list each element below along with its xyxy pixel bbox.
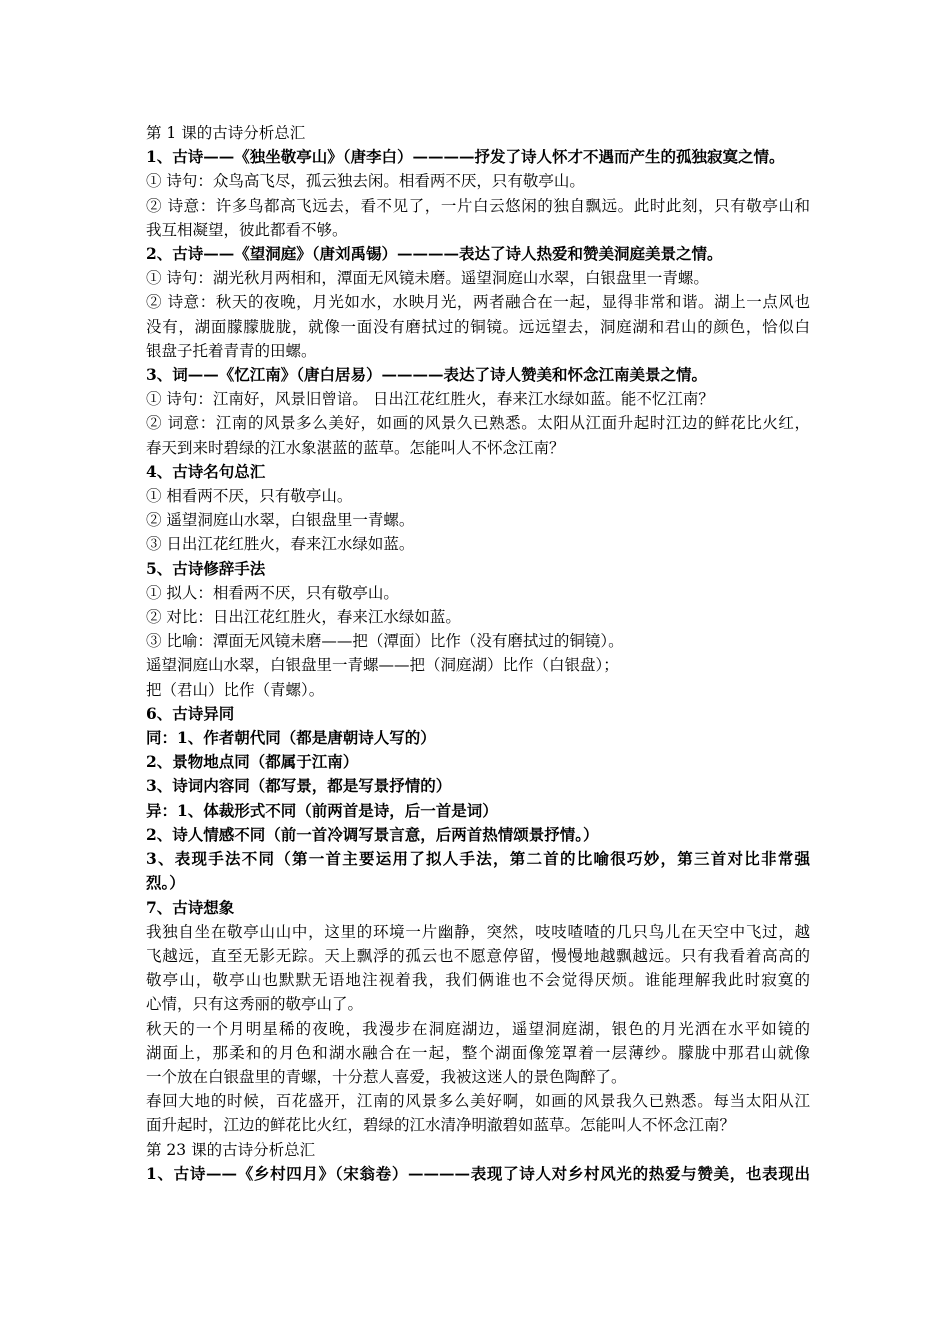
text-line: 春回大地的时候，百花盛开，江南的风景多么美好啊，如画的风景我久已熟悉。每当太阳从江	[146, 1092, 810, 1111]
text-line: ② 词意：江南的风景多么美好，如画的风景久已熟悉。太阳从江面升起时江边的鲜花比火红，	[146, 414, 810, 433]
text-line: 秋天的一个月明星稀的夜晚，我漫步在洞庭湖边，遥望洞庭湖，银色的月光洒在水平如镜的	[146, 1019, 810, 1038]
text-line: 3、词——《忆江南》（唐白居易）————表达了诗人赞美和怀念江南美景之情。	[146, 365, 708, 385]
text-line: 第 23 课的古诗分析总汇	[146, 1140, 316, 1159]
text-line: ③ 日出江花红胜火，春来江水绿如蓝。	[146, 535, 415, 554]
text-line: ② 诗意：许多鸟都高飞远去，看不见了，一片白云悠闲的独自飘远。此时此刻，只有敬亭山和	[146, 196, 810, 215]
document-body	[146, 121, 810, 1186]
text-line: 把（君山）比作（青螺）。	[146, 680, 325, 699]
text-line: 1、古诗——《独坐敬亭山》（唐李白）————抒发了诗人怀才不遇而产生的孤独寂寞之情。	[146, 147, 785, 167]
text-line: 同：1、作者朝代同（都是唐朝诗人写的）	[146, 728, 436, 748]
text-line: 6、古诗异同	[146, 703, 235, 723]
text-line: 2、景物地点同（都属于江南）	[146, 752, 359, 772]
text-line: 敬亭山，敬亭山也默默无语地注视着我，我们俩谁也不会觉得厌烦。谁能理解我此时寂寞的	[146, 971, 810, 990]
text-line: ① 拟人：相看两不厌，只有敬亭山。	[146, 583, 399, 602]
text-line: ① 诗句：江南好，风景旧曾谙。 日出江花红胜火，春来江水绿如蓝。能不忆江南？	[146, 390, 714, 409]
text-line: 面升起时，江边的鲜花比火红，碧绿的江水清净明澈碧如蓝草。怎能叫人不怀念江南？	[146, 1116, 736, 1135]
text-line: ② 对比：日出江花红胜火，春来江水绿如蓝。	[146, 608, 461, 627]
text-line: 异：1、体裁形式不同（前两首是诗，后一首是词）	[146, 800, 498, 820]
text-line: 没有，湖面朦朦胧胧，就像一面没有磨拭过的铜镜。远远望去，洞庭湖和君山的颜色，恰似白	[146, 317, 810, 336]
text-line: 烈。）	[146, 873, 185, 893]
text-line: 春天到来时碧绿的江水象湛蓝的蓝草。怎能叫人不怀念江南？	[146, 438, 565, 457]
text-line: 2、诗人情感不同（前一首冷调写景言意，后两首热情颂景抒情。）	[146, 824, 599, 844]
text-line: ① 诗句：众鸟高飞尽，孤云独去闲。相看两不厌，只有敬亭山。	[146, 172, 585, 191]
text-line: 1、古诗——《乡村四月》（宋翁卷）————表现了诗人对乡村风光的热爱与赞美，也表现出	[146, 1163, 810, 1183]
text-line: 飞越远，直至无影无踪。天上飘浮的孤云也不愿意停留，慢慢地越飘越远。只有我看着高高的	[146, 946, 810, 965]
text-line: 湖面上，那柔和的月色和湖水融合在一起，整个湖面像笼罩着一层薄纱。朦胧中那君山就像	[146, 1043, 810, 1062]
text-line: 遥望洞庭山水翠，白银盘里一青螺——把（洞庭湖）比作（白银盘）；	[146, 656, 619, 675]
text-line: 我独自坐在敬亭山山中，这里的环境一片幽静，突然，吱吱喳喳的几只鸟儿在天空中飞过，越	[146, 922, 810, 941]
text-line: 第 1 课的古诗分析总汇	[146, 124, 306, 142]
text-line: 3、表现手法不同（第一首主要运用了拟人手法，第二首的比喻很巧妙，第三首对比非常强	[146, 849, 810, 869]
text-line: 银盘子托着青青的田螺。	[146, 341, 317, 360]
text-line: 7、古诗想象	[146, 897, 235, 917]
text-line: ② 诗意：秋天的夜晚，月光如水，水映月光，两者融合在一起，显得非常和谐。湖上一点风也	[146, 293, 810, 312]
text-line: ② 遥望洞庭山水翠，白银盘里一青螺。	[146, 511, 415, 530]
text-line: ① 诗句：湖光秋月两相和，潭面无风镜未磨。遥望洞庭山水翠，白银盘里一青螺。	[146, 269, 709, 288]
text-line: 2、古诗——《望洞庭》（唐刘禹锡）————表达了诗人热爱和赞美洞庭美景之情。	[146, 244, 723, 264]
text-line: 4、古诗名句总汇	[146, 461, 266, 481]
text-line: 心情，只有这秀丽的敬亭山了。	[146, 995, 364, 1014]
text-line: 一个放在白银盘里的青螺，十分惹人喜爱，我被这迷人的景色陶醉了。	[146, 1067, 627, 1086]
text-line: 5、古诗修辞手法	[146, 558, 266, 578]
text-line: ③ 比喻：潭面无风镜未磨——把（潭面）比作（没有磨拭过的铜镜）。	[146, 632, 624, 651]
text-line: ① 相看两不厌，只有敬亭山。	[146, 487, 353, 506]
text-line: 我互相凝望，彼此都看不够。	[146, 220, 348, 239]
text-line: 3、诗词内容同（都写景，都是写景抒情的）	[146, 776, 452, 796]
